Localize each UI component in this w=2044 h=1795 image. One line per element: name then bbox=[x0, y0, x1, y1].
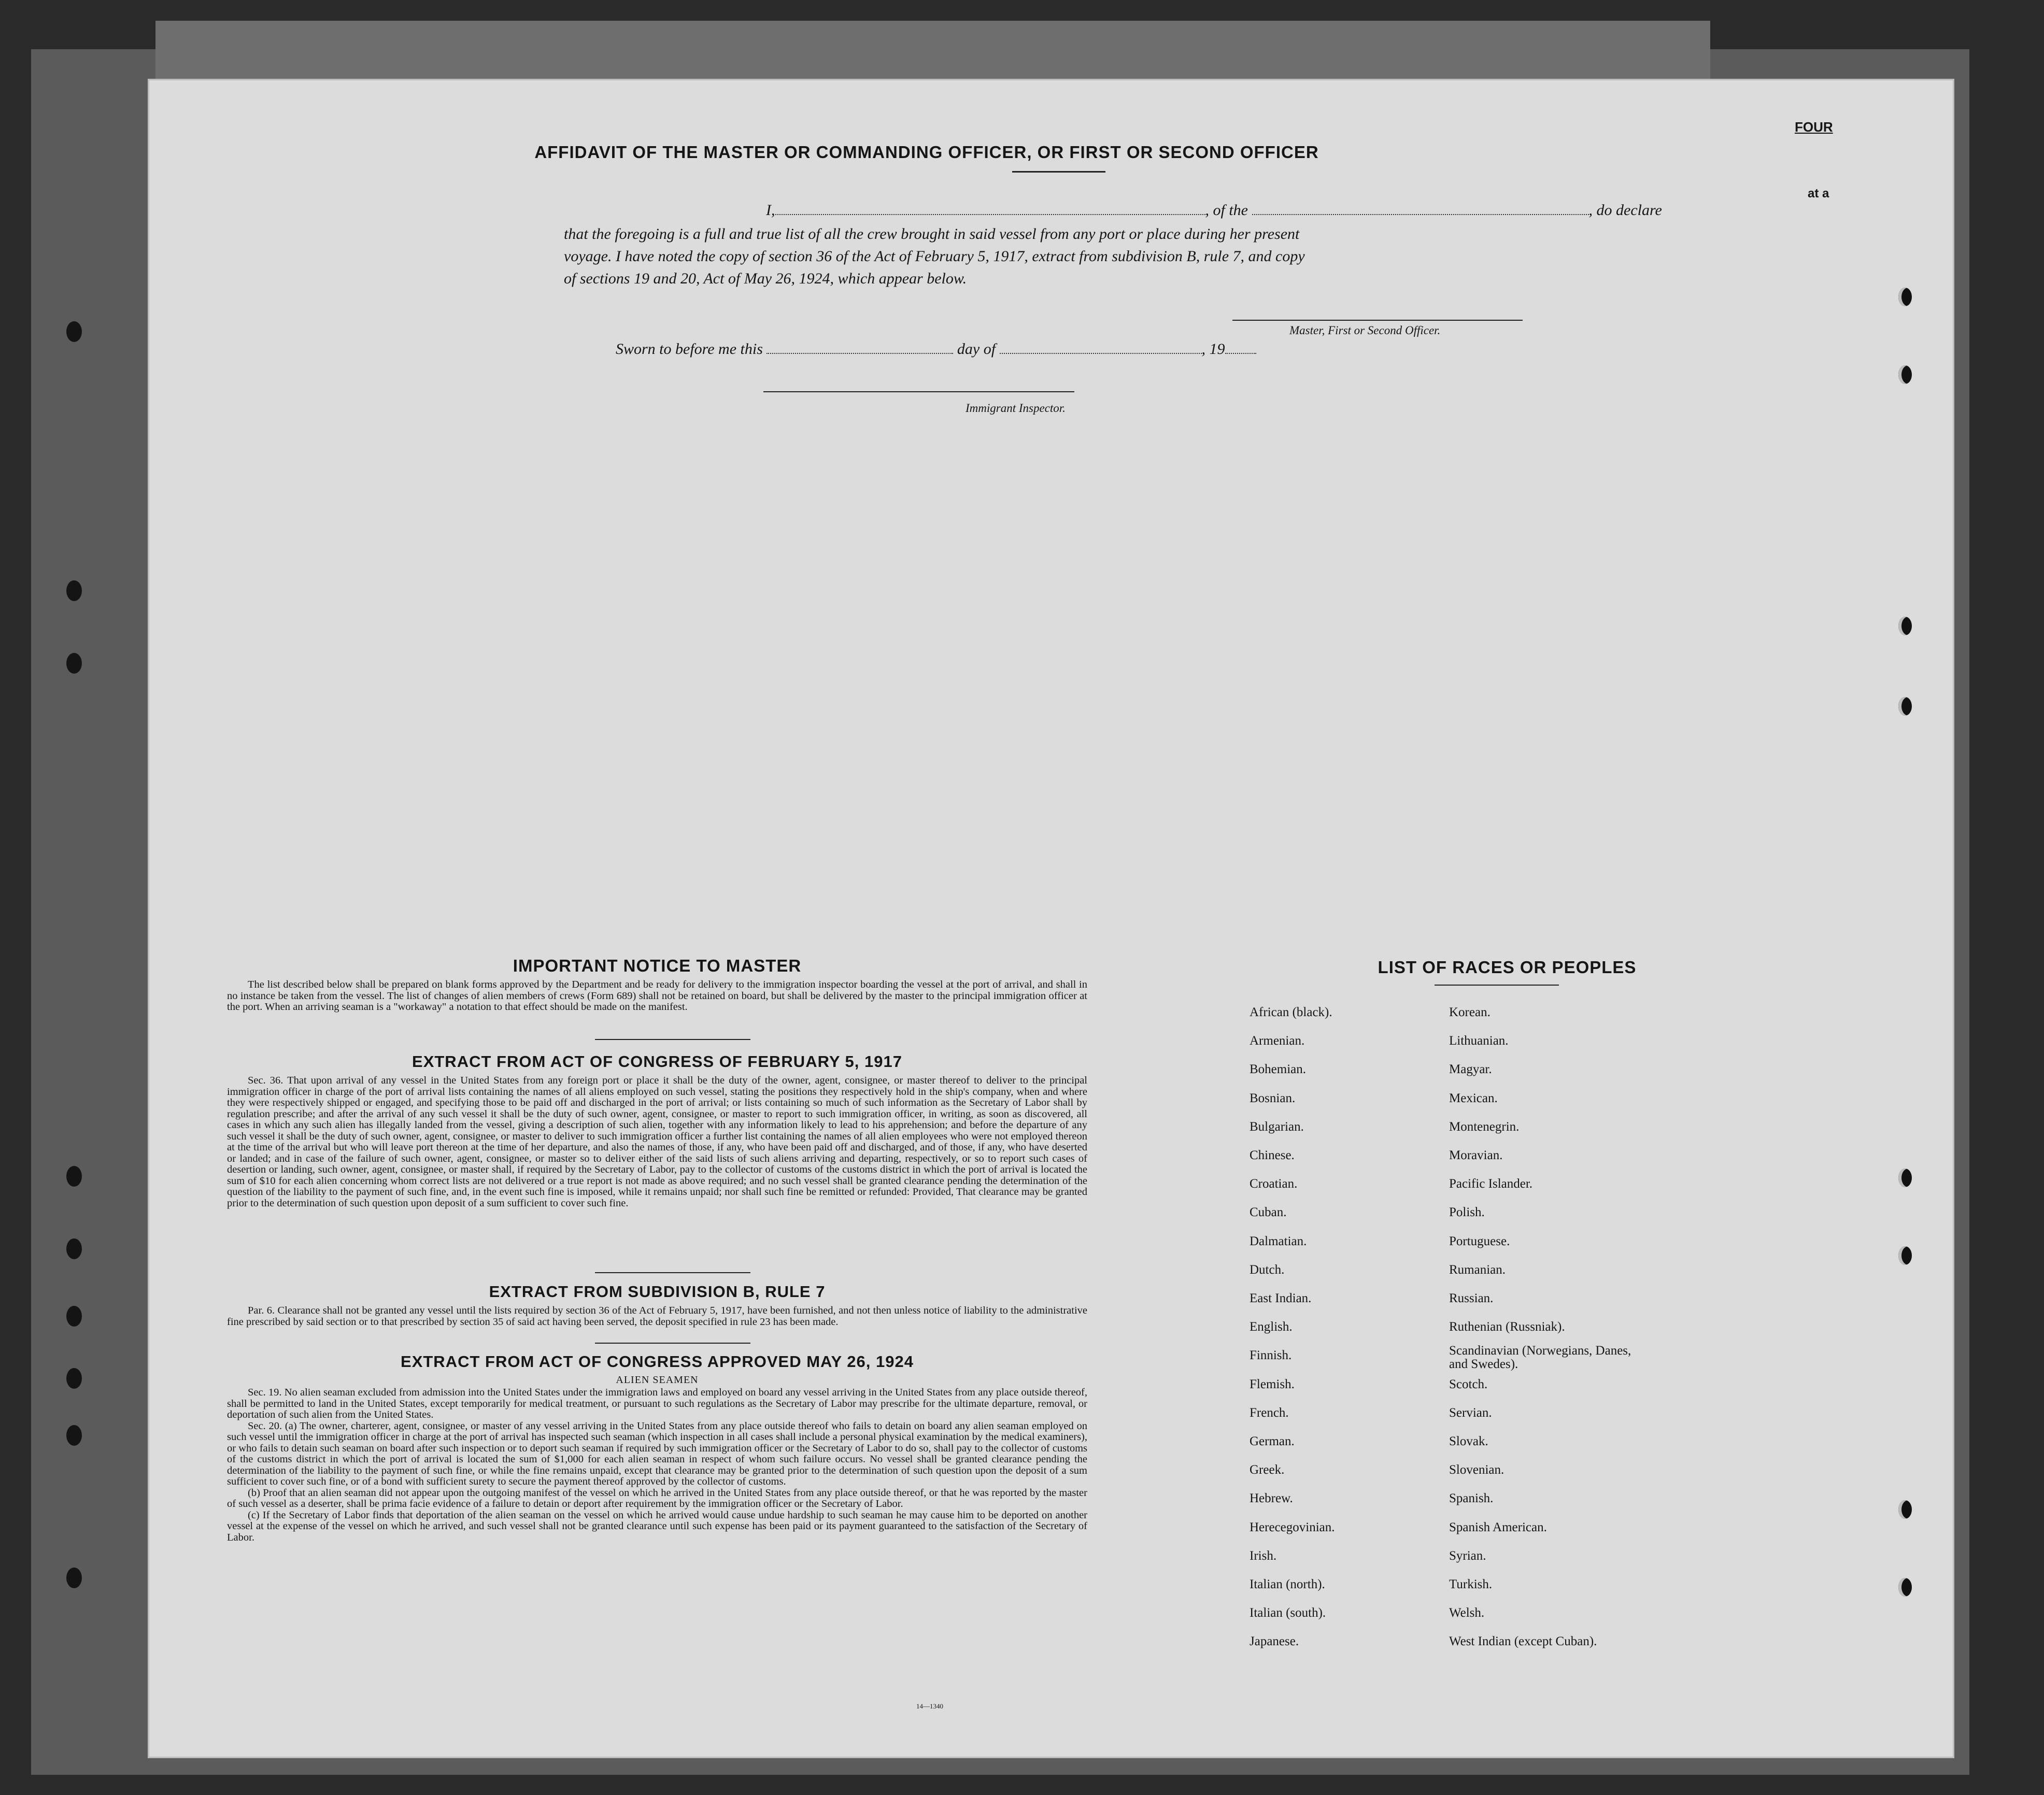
race-item: Rumanian. bbox=[1449, 1262, 1506, 1277]
extract3-subtitle: ALIEN SEAMEN bbox=[616, 1374, 699, 1386]
extract1-title: EXTRACT FROM ACT OF CONGRESS OF FEBRUARY 5, 1917 bbox=[412, 1052, 902, 1071]
race-item: Polish. bbox=[1449, 1205, 1485, 1220]
notice-title: IMPORTANT NOTICE TO MASTER bbox=[513, 956, 802, 975]
vessel-blank[interactable] bbox=[1252, 201, 1589, 215]
binder-hole bbox=[66, 1425, 82, 1446]
race-item: Irish. bbox=[1250, 1548, 1277, 1563]
binder-hole bbox=[66, 653, 82, 674]
inspector-caption: Immigrant Inspector. bbox=[966, 402, 1066, 415]
race-item: Welsh. bbox=[1449, 1606, 1485, 1620]
extract3-title: EXTRACT FROM ACT OF CONGRESS APPROVED MAY 26, 1924 bbox=[401, 1352, 914, 1371]
form-number: 14—1340 bbox=[916, 1702, 943, 1710]
binder-hole bbox=[66, 1238, 82, 1259]
binder-hole bbox=[66, 580, 82, 601]
race-item: East Indian. bbox=[1250, 1291, 1312, 1305]
race-item: Dalmatian. bbox=[1250, 1234, 1307, 1248]
race-item: Moravian. bbox=[1449, 1148, 1503, 1162]
name-blank[interactable] bbox=[775, 201, 1205, 215]
sec19-text: Sec. 19. No alien seaman excluded from admission into the United States under the immigration laws and employed on board any vessel arriving in the United States from any place outside thereof, shall be permitted to land in the United States, except temporarily for medical treatment, or pursuant to such regulations as the Secretary of Labor may prescribe for the ultimate departure, removal, or deportation of such alien from the United States. bbox=[227, 1387, 1087, 1420]
race-item: Chinese. bbox=[1250, 1148, 1295, 1162]
binder-hole bbox=[66, 1166, 82, 1187]
notice-text: The list described below shall be prepared on blank forms approved by the Department and be ready for delivery to the immigration inspector boarding the vessel at the port of arrival, and shall in no instance be taken from the vessel. The list of changes of alien members of crews (Form 689) shall not be retained on board, but shall be delivered by the master to the principal immigration officer at the port. When an arriving seaman is a "workaway" a notation to that effect should be made on the manifest. bbox=[227, 979, 1087, 1013]
backing-sheet-top bbox=[155, 21, 1710, 83]
year-blank[interactable] bbox=[1225, 339, 1256, 354]
race-item: Lithuanian. bbox=[1449, 1034, 1509, 1048]
race-item: Japanese. bbox=[1250, 1634, 1299, 1649]
punch-hole bbox=[1898, 1500, 1912, 1519]
extract3-body bbox=[227, 1387, 1087, 1543]
sec20a-text: Sec. 20. (a) The owner, charterer, agent, consignee, or master of any vessel arriving in the United States from any place outside thereof who fails to detain on board any alien seaman employed on such vessel until the immigration officer in charge at the port of arrival has inspected such seaman (which inspection in all cases shall include a personal physical examination by the medical examiners), or who fails to detain such seaman on board after such inspection or to deport such seaman if required by such immigration officer or the Secretary of Labor to do so, shall pay to the collector of customs of the customs district in which the port of arrival is located the sum of $1,000 for each alien seaman in respect of whom such failure occurs. No vessel shall be granted clearance pending the determination of the liability to the payment of such fine, or while the fine remains unpaid, except that clearance may be granted prior to the determination of such question upon the deposit of a sum sufficient to cover such fine, or of a bond with sufficient surety to secure the payment thereof approved by the collector of customs. bbox=[227, 1420, 1087, 1487]
race-item: Pacific Islander. bbox=[1449, 1177, 1533, 1191]
race-item: Spanish American. bbox=[1449, 1520, 1547, 1534]
binder-hole bbox=[66, 1306, 82, 1327]
race-item: Scandinavian (Norwegians, Danes, and Swedes). bbox=[1449, 1344, 1631, 1372]
year-label: , 19 bbox=[1201, 340, 1225, 358]
affidavit-line1 bbox=[616, 201, 1709, 219]
divider bbox=[595, 1039, 750, 1040]
master-caption: Master, First or Second Officer. bbox=[1289, 324, 1441, 337]
race-item: Magyar. bbox=[1449, 1062, 1492, 1077]
title-rule bbox=[1012, 171, 1105, 173]
document-page bbox=[149, 80, 1953, 1757]
extract2-text: Par. 6. Clearance shall not be granted any vessel until the lists required by section 36 of the Act of February 5, 1917, have been furnished, and not then unless notice of liability to the administrative fine prescribed by said section or to that prescribed by section 35 of said act having been served, the deposit specified in rule 23 has been made. bbox=[227, 1305, 1087, 1328]
month-blank[interactable] bbox=[1000, 339, 1202, 354]
race-item: West Indian (except Cuban). bbox=[1449, 1634, 1597, 1649]
punch-hole bbox=[1898, 617, 1912, 635]
race-item: German. bbox=[1250, 1434, 1295, 1448]
punch-hole bbox=[1898, 288, 1912, 306]
punch-hole bbox=[1898, 1578, 1912, 1597]
race-item: Montenegrin. bbox=[1449, 1119, 1520, 1134]
affidavit-of-the: , of the bbox=[1205, 202, 1248, 219]
affidavit-line4: of sections 19 and 20, Act of May 26, 1924, which appear below. bbox=[564, 270, 967, 287]
binder-hole bbox=[66, 1368, 82, 1389]
day-blank[interactable] bbox=[766, 339, 953, 354]
punch-hole bbox=[1898, 1169, 1912, 1187]
race-item: Korean. bbox=[1449, 1005, 1491, 1019]
race-item: Bohemian. bbox=[1250, 1062, 1307, 1077]
race-item: Slovenian. bbox=[1449, 1463, 1504, 1477]
race-item: Herecegovinian. bbox=[1250, 1520, 1335, 1534]
punch-hole bbox=[1898, 697, 1912, 716]
race-item: Italian (north). bbox=[1250, 1577, 1325, 1591]
race-item: Armenian. bbox=[1250, 1034, 1305, 1048]
divider bbox=[595, 1343, 750, 1344]
race-item: Finnish. bbox=[1250, 1348, 1292, 1363]
divider bbox=[1435, 985, 1559, 986]
race-item: Greek. bbox=[1250, 1463, 1285, 1477]
affidavit-i: I, bbox=[766, 202, 775, 219]
edge-fragment: at a bbox=[1808, 187, 1829, 201]
race-item: Russian. bbox=[1449, 1291, 1494, 1305]
affidavit-body bbox=[564, 223, 1709, 290]
binder-hole bbox=[66, 1568, 82, 1588]
race-item: Bosnian. bbox=[1250, 1091, 1296, 1105]
affidavit-title: AFFIDAVIT OF THE MASTER OR COMMANDING OFFICER, OR FIRST OR SECOND OFFICER bbox=[534, 143, 1319, 162]
race-item: English. bbox=[1250, 1320, 1293, 1334]
master-signature-line[interactable] bbox=[1232, 320, 1523, 321]
race-item: Mexican. bbox=[1449, 1091, 1498, 1105]
affidavit-line2: that the foregoing is a full and true list of all the crew brought in said vessel from any port or place during her present bbox=[564, 225, 1300, 243]
race-item: Dutch. bbox=[1250, 1262, 1285, 1277]
race-item: Spanish. bbox=[1449, 1491, 1494, 1506]
day-of-label: day of bbox=[957, 340, 996, 358]
race-item: Hebrew. bbox=[1250, 1491, 1293, 1506]
race-item: Servian. bbox=[1449, 1405, 1492, 1420]
sworn-line bbox=[616, 339, 1393, 358]
race-item: African (black). bbox=[1250, 1005, 1332, 1019]
races-title: LIST OF RACES OR PEOPLES bbox=[1378, 958, 1637, 977]
extract1-text: Sec. 36. That upon arrival of any vessel in the United States from any foreign port or place it shall be the duty of the owner, agent, consignee, or master thereof to deliver to the principal immigration officer in charge of the port of arrival lists containing the names of all aliens employed on such vessel, stating the positions they respectively hold in the ship's company, when and where they were respectively shipped or engaged, and specifying those to be paid off and discharged in the port of arrival; or lists containing so much of such information as the Secretary of Labor shall by regulation prescribe; and after the arrival of any such vessel it shall be the duty of such owner, agent, consignee, or master to report to such immigration officer, in writing, as soon as discovered, all cases in which any such alien has illegally landed from the vessel, giving a description of such alien, together with any information likely to lead to his apprehension; and before the departure of any such vessel it shall be the duty of such owner, agent, consignee, or master to deliver to such immigration officer a further list containing the names of all alien employees who were not employed thereon at the time of the arrival but who will leave port thereon at the time of her departure, and also the names of those, if any, who have been paid off and discharged, and of those, if any, who have deserted or landed; and in case of the failure of such owner, agent, consignee, or master so to deliver either of the said lists of such aliens arriving and departing, respectively, or so to report such cases of desertion or landing, such owner, agent, consignee, or master shall, if required by the Secretary of Labor, pay to the collector of customs of the customs district in which the port of arrival is located the sum of $10 for each alien concerning whom correct lists are not delivered or a true report is not made as above required; and no such vessel shall be granted clearance pending the determination of the question of the liability to the payment of such fine, and, in the event such fine is imposed, while it remains unpaid; nor shall such fine be remitted or refunded: Provided, That clearance may be granted prior to the determination of such question upon deposit of a sum sufficient to cover such fine. bbox=[227, 1075, 1087, 1209]
sheet-label: FOUR bbox=[1795, 119, 1833, 135]
race-item: Portuguese. bbox=[1449, 1234, 1510, 1248]
punch-hole bbox=[1898, 1246, 1912, 1265]
affidavit-line3: voyage. I have noted the copy of section 36 of the Act of February 5, 1917, extract from subdivision B, rule 7, and copy bbox=[564, 248, 1305, 265]
race-item: Flemish. bbox=[1250, 1377, 1295, 1391]
race-item: Syrian. bbox=[1449, 1548, 1486, 1563]
race-item: Bulgarian. bbox=[1250, 1119, 1304, 1134]
race-item: Croatian. bbox=[1250, 1177, 1298, 1191]
affidavit-do-declare: , do declare bbox=[1588, 202, 1662, 219]
binder-hole bbox=[66, 321, 82, 342]
extract2-title: EXTRACT FROM SUBDIVISION B, RULE 7 bbox=[489, 1283, 826, 1301]
sec20b-text: (b) Proof that an alien seaman did not appear upon the outgoing manifest of the vessel on which he arrived in the United States from any place outside thereof, or that he was reported by the master of such vessel as a deserter, shall be prima facie evidence of a failure to detain or deport after requirement by the immigration officer or the Secretary of Labor. bbox=[227, 1487, 1087, 1509]
sec20c-text: (c) If the Secretary of Labor finds that deportation of the alien seaman on the vessel on which he arrived would cause undue hardship to such seaman he may cause him to be deported on another vessel at the expense of the vessel on which he arrived, and such vessel shall not be granted clearance until such expense has been paid or its payment guaranteed to the satisfaction of the Secretary of Labor. bbox=[227, 1509, 1087, 1543]
race-item: Ruthenian (Russniak). bbox=[1449, 1320, 1565, 1334]
race-item: Italian (south). bbox=[1250, 1606, 1326, 1620]
race-item: Cuban. bbox=[1250, 1205, 1287, 1220]
inspector-signature-line[interactable] bbox=[763, 391, 1074, 392]
punch-hole bbox=[1898, 365, 1912, 384]
race-item: Scotch. bbox=[1449, 1377, 1488, 1391]
race-item: Turkish. bbox=[1449, 1577, 1493, 1591]
sworn-label: Sworn to before me this bbox=[616, 340, 763, 358]
race-item: Slovak. bbox=[1449, 1434, 1488, 1448]
race-item: French. bbox=[1250, 1405, 1289, 1420]
divider bbox=[595, 1272, 750, 1273]
